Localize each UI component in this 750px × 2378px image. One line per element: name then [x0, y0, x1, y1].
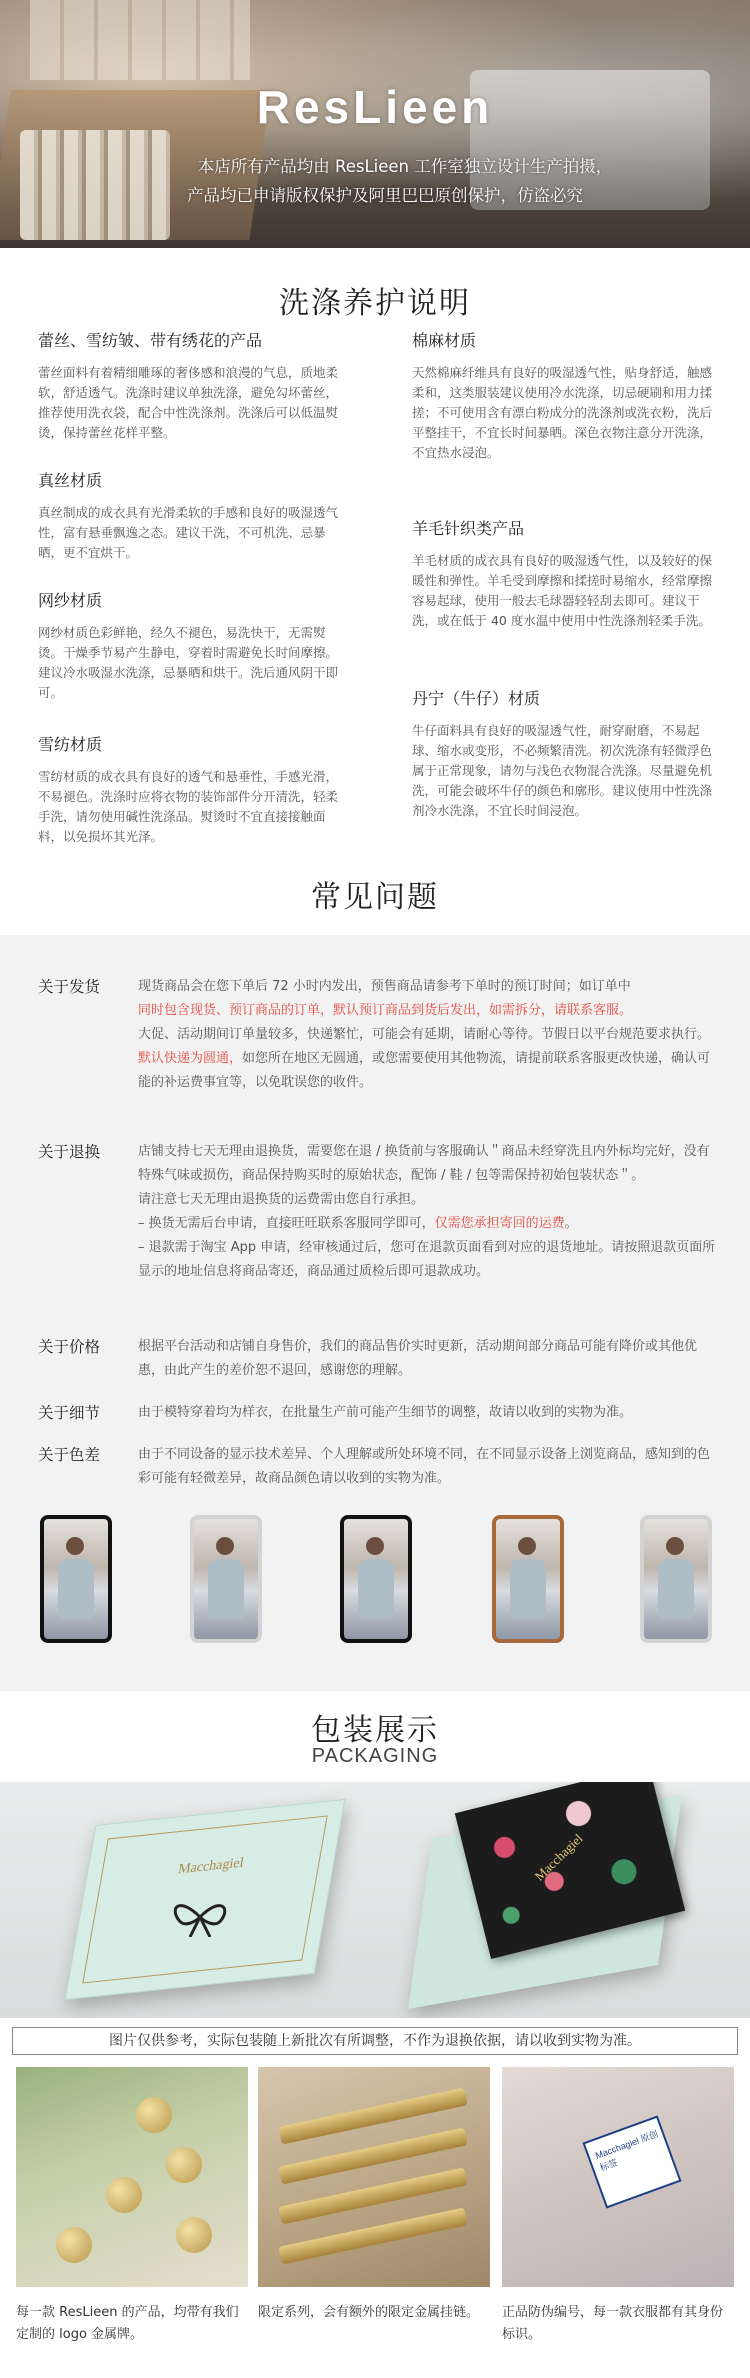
- care-text: 蕾丝面料有着精细雕琢的奢侈感和浪漫的气息，质地柔软，舒适透气。洗涤时建议单独洗涤，避免勾坏蕾丝，推荐使用洗衣袋，配合中性洗涤剂。洗涤后可以低温熨烫，保持蕾丝花样平整。: [38, 365, 339, 440]
- care-text: 牛仔面料具有良好的吸湿透气性，耐穿耐磨，不易起球、缩水或变形，不必频繁清洗。初次洗涤有轻微浮色属于正常现象，请勿与浅色衣物混合洗涤。尽量避免机洗，可能会破坏牛仔的颜色和廓形。建议使用中性洗涤剂冷水洗涤，不宜长时间浸泡。: [412, 723, 713, 818]
- hero-line-1: 本店所有产品均由 ResLieen 工作室独立设计生产拍摄，: [197, 157, 613, 176]
- faq-answer: [138, 1140, 718, 1284]
- faq-text: 店铺支持七天无理由退换货，需要您在退 / 换货前与客服确认＂商品未经穿洗且内外标均完好，没有特殊气味或损伤，商品保持购买时的原始状态，配饰 / 鞋 / 包等需保持初始包装状态＂。: [138, 1144, 710, 1183]
- detail-tiles: [0, 2067, 750, 2287]
- card-logo: Macchagiel: [531, 1830, 586, 1884]
- phone-image: [340, 1515, 412, 1643]
- phone-image: [640, 1515, 712, 1643]
- faq-text: – 退款需于淘宝 App 申请，经审核通过后，您可在退款页面看到对应的退货地址。请按照退款页面所显示的地址信息将商品寄还，商品通过质检后即可退款成功。: [138, 1240, 716, 1279]
- device-phones: [0, 1515, 750, 1645]
- brand-logo: ResLieen: [256, 81, 494, 133]
- box-logo: Macchagiel: [176, 1855, 245, 1878]
- packaging-subtitle: PACKAGING: [311, 1745, 439, 1767]
- faq-highlight: 无需后台申请，直接旺旺联系客服同学即可，: [174, 1216, 435, 1231]
- care-block: [412, 686, 718, 821]
- tag-text: Macchagiel 原创标签: [594, 2128, 660, 2173]
- care-text: 羊毛材质的成衣具有良好的吸湿透气性，以及较好的保暖性和弹性。羊毛受到摩擦和揉搓时易缩水，经常摩擦容易起球，使用一般去毛球器轻轻刮去即可。建议干洗，或在低于 40 度水温中使用中性洗涤剂轻柔手洗。: [412, 553, 713, 628]
- faq-title: 常见问题: [311, 880, 439, 915]
- faq-label: 关于退换: [38, 1143, 101, 1161]
- care-block: [38, 468, 338, 563]
- care-heading: 真丝材质: [38, 471, 103, 490]
- care-block: [412, 516, 718, 631]
- care-heading: 蕾丝、雪纺皱、带有绣花的产品: [38, 331, 263, 350]
- faq-highlight: 同时包含现货、预订商品的订单，默认预订商品到货后发出，如需拆分，请联系客服。: [138, 1003, 633, 1018]
- care-heading: 棉麻材质: [412, 331, 477, 350]
- care-heading: 雪纺材质: [38, 735, 103, 754]
- chain-photo: [258, 2067, 490, 2287]
- faq-text: – 换货: [138, 1216, 175, 1231]
- anti-fake-tag: [582, 2115, 681, 2208]
- faq-label: 关于色差: [38, 1446, 101, 1464]
- caption-3: 正品防伪编号，每一款衣服都有其身份标识。: [502, 2305, 724, 2342]
- phone-image: [492, 1515, 564, 1643]
- care-block: [38, 328, 338, 443]
- care-heading: 网纱材质: [38, 591, 103, 610]
- faq-highlight: 仅需您承担寄回的运费: [434, 1216, 565, 1231]
- packaging-title: 包装展示: [311, 1713, 439, 1748]
- faq-highlight: 默认快递为圆通，: [138, 1051, 243, 1066]
- care-section: [0, 328, 750, 908]
- faq-label: 关于发货: [38, 978, 101, 996]
- care-title: 洗涤养护说明: [279, 286, 471, 321]
- faq-text: 如您所在地区无圆通，或您需要使用其他物流，请提前联系客服更改快递，确认可能的补运费事宜等，以免耽误您的收件。: [138, 1051, 711, 1090]
- metal-coin: [176, 2217, 212, 2253]
- packaging-photo: [0, 1782, 750, 2018]
- phone-image: [40, 1515, 112, 1643]
- metal-coin: [56, 2227, 92, 2263]
- ribbon-bow-icon: [170, 1897, 230, 1937]
- care-text: 天然棉麻纤维具有良好的吸湿透气性，贴身舒适，触感柔和，这类服装建议使用冷水洗涤，切忌硬刷和用力揉搓；不可使用含有漂白粉成分的洗涤剂或洗衣粉，洗后平整挂干，不宜长时间暴晒。深色衣物注意分开洗涤，不宜热水浸泡。: [412, 365, 713, 460]
- faq-text: 请注意七天无理由退换货的运费需由您自行承担。: [138, 1192, 425, 1207]
- care-text: 真丝制成的成衣具有光滑柔软的手感和良好的吸湿透气性，富有悬垂飘逸之态。建议干洗，不可机洗、忌暴晒，更不宜烘干。: [38, 505, 339, 560]
- care-heading: 羊毛针织类产品: [412, 519, 525, 538]
- care-text: 雪纺材质的成衣具有良好的透气和悬垂性，手感光滑，不易褪色。洗涤时应将衣物的装饰部件分开清洗，轻柔手洗，请勿使用碱性洗涤品。熨烫时不宜直接接触面料，以免损坏其光泽。: [38, 769, 339, 844]
- care-block: [38, 588, 338, 703]
- hero-banner: [0, 0, 750, 248]
- faq-text: 。: [564, 1216, 578, 1231]
- care-text: 网纱材质色彩鲜艳，经久不褪色，易洗快干，无需熨烫。干燥季节易产生静电，穿着时需避免长时间摩擦。建议冷水吸湿水洗涤，忌暴晒和烘干。洗后通风阴干即可。: [38, 625, 339, 700]
- faq-answer: 根据平台活动和店铺自身售价，我们的商品售价实时更新，活动期间部分商品可能有降价或其他优惠，由此产生的差价恕不退回，感谢您的理解。: [138, 1339, 698, 1378]
- metal-coin: [136, 2097, 172, 2133]
- faq-text: 现货商品会在您下单后 72 小时内发出，预售商品请参考下单时的预订时间；如订单中: [138, 979, 631, 994]
- anti-fake-tag-photo: [502, 2067, 734, 2287]
- metal-coin: [106, 2177, 142, 2213]
- faq-label: 关于价格: [38, 1338, 101, 1356]
- faq-text: 大促、活动期间订单量较多，快递繁忙，可能会有延期，请耐心等待。节假日以平台规范要求执行。: [138, 1027, 711, 1042]
- care-heading: 丹宁（牛仔）材质: [412, 689, 541, 708]
- faq-answer: 由于不同设备的显示技术差异、个人理解或所处环境不同，在不同显示设备上浏览商品，感知到的色彩可能有轻微差异，故商品颜色请以收到的实物为准。: [138, 1447, 711, 1486]
- hero-shelf: [30, 0, 250, 80]
- faq-label: 关于细节: [38, 1404, 101, 1422]
- hero-line-2: 产品均已申请版权保护及阿里巴巴原创保护，仿盗必究: [187, 186, 583, 205]
- faq-answer: [138, 975, 718, 1095]
- phone-image: [190, 1515, 262, 1643]
- metal-coin: [166, 2147, 202, 2183]
- logo-tag-photo: [16, 2067, 248, 2287]
- care-block: [412, 328, 718, 463]
- faq-section: [0, 935, 750, 1691]
- faq-answer: 由于模特穿着均为样衣，在批量生产前可能产生细节的调整，故请以收到的实物为准。: [138, 1405, 633, 1420]
- care-block: [38, 732, 338, 847]
- packaging-note: 图片仅供参考，实际包装随上新批次有所调整，不作为退换依据，请以收到实物为准。: [12, 2027, 738, 2055]
- caption-1: 每一款 ResLieen 的产品，均带有我们定制的 logo 金属牌。: [16, 2305, 239, 2342]
- caption-2: 限定系列，会有额外的限定金属挂链。: [258, 2305, 480, 2320]
